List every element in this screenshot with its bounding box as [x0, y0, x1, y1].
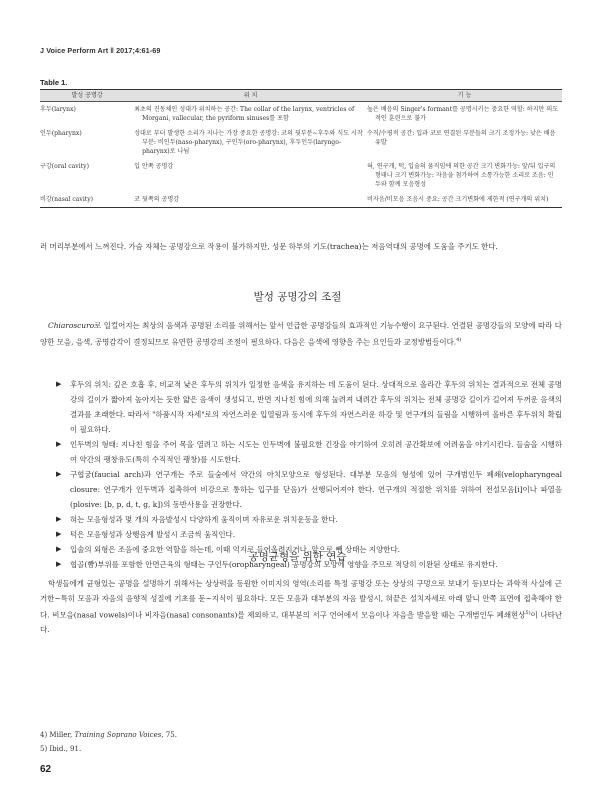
table-header-cell: 발성 공명강	[40, 90, 134, 102]
table-header-row	[40, 90, 562, 102]
table-caption: Table 1.	[40, 78, 68, 87]
footnote-title: Training Soprano Voices	[74, 731, 162, 739]
table-row	[40, 159, 562, 192]
triangle-bullet-icon: ▶	[56, 440, 62, 448]
bullet-item	[56, 467, 562, 512]
footnote	[40, 731, 177, 739]
running-head: J Voice Perform Art ‖ 2017;4:61-69	[40, 46, 161, 55]
bullet-text: 협골(뺨)부위를 포함한 안면근육의 형태는 구인두(oropharyngeal) 공명강의 모양에 영향을 주므로 적당히 이완된 상태로 유지한다.	[70, 560, 498, 569]
table-cell: 높은 배음의 Singer's formant를 공명시키는 중요한 역할: 하지만 의도적인 훈련으로 불가	[367, 106, 559, 122]
bullet-item	[56, 512, 562, 527]
table-row	[40, 126, 562, 159]
table-row	[40, 192, 562, 208]
table-cell: 비강(nasal cavity)	[40, 196, 94, 203]
section-heading: 발성 공명강의 조절	[253, 291, 342, 303]
section-heading: 공명균형을 위한 연습	[248, 551, 347, 563]
bullet-text: 입술의 외형은 조음에 중요한 역할을 하는데, 이때 억지로 들어올려지거나, 앞으로 뺀 상태는 지양한다.	[70, 545, 401, 554]
resonator-table	[40, 89, 562, 208]
bullet-text: 혀는 모음형성과 몇 개의 자음발성시 다양하게 움직이며 자유로운 위치운동을 한다.	[70, 515, 338, 524]
triangle-bullet-icon: ▶	[56, 560, 62, 568]
bullet-text: 턱은 모음형성과 상행음계 발성시 조금씩 움직인다.	[70, 530, 236, 539]
paragraph-text: 이 나타난다.	[40, 610, 563, 635]
footnote-ref: 5)	[525, 610, 531, 616]
triangle-bullet-icon: ▶	[56, 545, 62, 553]
table-cell: 입 안쪽 공명강	[134, 163, 174, 170]
paragraph-text: 학생들에게 균형있는 공명을 설명하기 위해서는 상상력을 동원한 이미지의 영역(소리를 특정 공명강 또는 상상의 구멍으로 보내기 등)보다는 과학적 사실에 근거한~특히 모음과 자음의 음향적 성질에 기초를 둔~지식이 필요하다. 모든 모음과 대부분의 자음 발성시, 혀끝은 설치자세로 아래 앞니 안쪽 표면에 접촉해야 한다. 비모음(nasal vowels)이나 비자음(nasal consonants)를 제외하고, 대부분의 서구 언어에서 모음이나 자음을 발음할 때는 구개범인두 폐쇄현상	[40, 579, 562, 620]
bullet-item	[56, 437, 562, 467]
table-header-cell: 위 치	[134, 90, 367, 102]
table-cell: 혀, 연구개, 턱, 입술의 움직임에 의한 공간 크기 변화가능: 앞/뒤 입구의 형태나 크기 변화가능: 자음을 첨가하여 소통가능한 소리로 조음: 인두와 함께 모음형성	[367, 163, 556, 188]
triangle-bullet-icon: ▶	[56, 470, 62, 478]
footnote: 5) Ibid., 91.	[40, 745, 82, 753]
table-cell: 비자음/비모음 조음시 중요: 공간 크기변화에 제한적 (연구개의 위치)	[367, 196, 549, 203]
table-cell: 구강(oral cavity)	[40, 163, 89, 170]
table-cell: 후두(larynx)	[40, 106, 76, 113]
bullet-item	[56, 527, 562, 542]
bullet-text: 후두의 위치: 깊은 호흡 후, 비교적 낮은 후두의 위치가 일정한 음색을 유지하는 데 도움이 된다. 상대적으로 올라간 후두의 위치는 결과적으로 전체 공명강의 길이가 짧아져 높아지는 듯한 얇은 음색이 생성되고, 반면 지나친 힘에 의해 눌려져 내려간 후두의 위치는 전체 공명강 길이가 길어져 두꺼운 음색의 결과를 초래한다. 따라서 "하품시작 자세"로의 자연스러운 입열림과 동시에 후두의 자연스러운 하강 및 연구개의 들림을 시행하여 올바른 후두위치 확립이 필요하다.	[70, 380, 562, 434]
triangle-bullet-icon: ▶	[56, 515, 62, 523]
bullet-item	[56, 377, 562, 437]
footnote-ref: 4)	[456, 337, 462, 343]
body-paragraph	[40, 576, 562, 637]
footnote-text: 4) Miller,	[40, 731, 75, 739]
bullet-list	[56, 377, 562, 572]
bullet-text: 구협궁(faucial arch)과 연구개는 주로 들숨에서 약간의 아치모양으로 형성된다. 대부분 모음의 형성에 있어 구개범인두 폐쇄(velopharyngeal closure: 연구개가 인두벽과 접촉하여 비강으로 통하는 입구를 닫음)가 선행되어져야 한다. 연구개의 적절한 위치를 위하여 전설모음[i]이나 파열음(plosive: [b, p, d, t, g, k])의 동반사용을 권장한다.	[70, 470, 562, 509]
table-cell: 코 뒷쪽의 공명강	[134, 196, 180, 203]
triangle-bullet-icon: ▶	[56, 530, 62, 538]
footnote-text: , 75.	[161, 731, 177, 739]
continuation-paragraph: 러 머리부분에서 느껴진다. 가슴 자체는 공명강으로 작용이 불가하지만, 성문 하부의 기도(trachea)는 저음역대의 공명에 도움을 주기도 한다.	[40, 242, 498, 251]
table-container	[40, 89, 562, 208]
table-header-cell: 기 능	[367, 90, 562, 102]
table-cell: 수직/수평적 공간: 입과 코로 연결된 부분들의 크기 조정가능: 낮은 배음 유발	[367, 130, 556, 146]
table-cell: 최초의 진동체인 성대가 위치하는 공간: The collar of the larynx, ventricles of Morgani, vallecular, the pyriform sinuses를 포함	[134, 106, 355, 122]
italic-term: Chiaroscuro	[48, 321, 95, 330]
paragraph-text: 로 일컬어지는 최상의 음색과 공명된 소리를 위해서는 앞서 언급한 공명강들의 효과적인 기능수행이 요구된다. 연결된 공명강들의 모양에 따라 다양한 모음, 음색, 공명감각이 결정되므로 유연한 공명강의 조절이 필요하다. 다음은 음색에 영향을 주는 요인들과 교정방법들이다.	[40, 321, 562, 347]
table-cell: 인두(pharynx)	[40, 130, 82, 137]
table-row	[40, 102, 562, 127]
table-cell: 성대로 부터 발생한 소리가 지나는 가장 중요한 공명강: 코의 뒷부분~후두와 식도 시작부분: 비인두(naso-pharynx), 구인두(oro-pharynx), 후두인두(laryngo-pharynx)로 나뉨	[134, 130, 363, 155]
body-paragraph	[40, 318, 562, 349]
triangle-bullet-icon: ▶	[56, 380, 62, 388]
bullet-text: 인두벽의 형태: 지나친 힘을 주어 목을 열려고 하는 시도는 인두벽에 불필요한 긴장을 야기하여 오히려 공간확보에 어려움을 야기시킨다. 들숨을 시행하여 약간의 팽창유도(특히 수직적인 팽창)를 시도한다.	[70, 440, 562, 464]
page-number: 62	[40, 764, 52, 775]
